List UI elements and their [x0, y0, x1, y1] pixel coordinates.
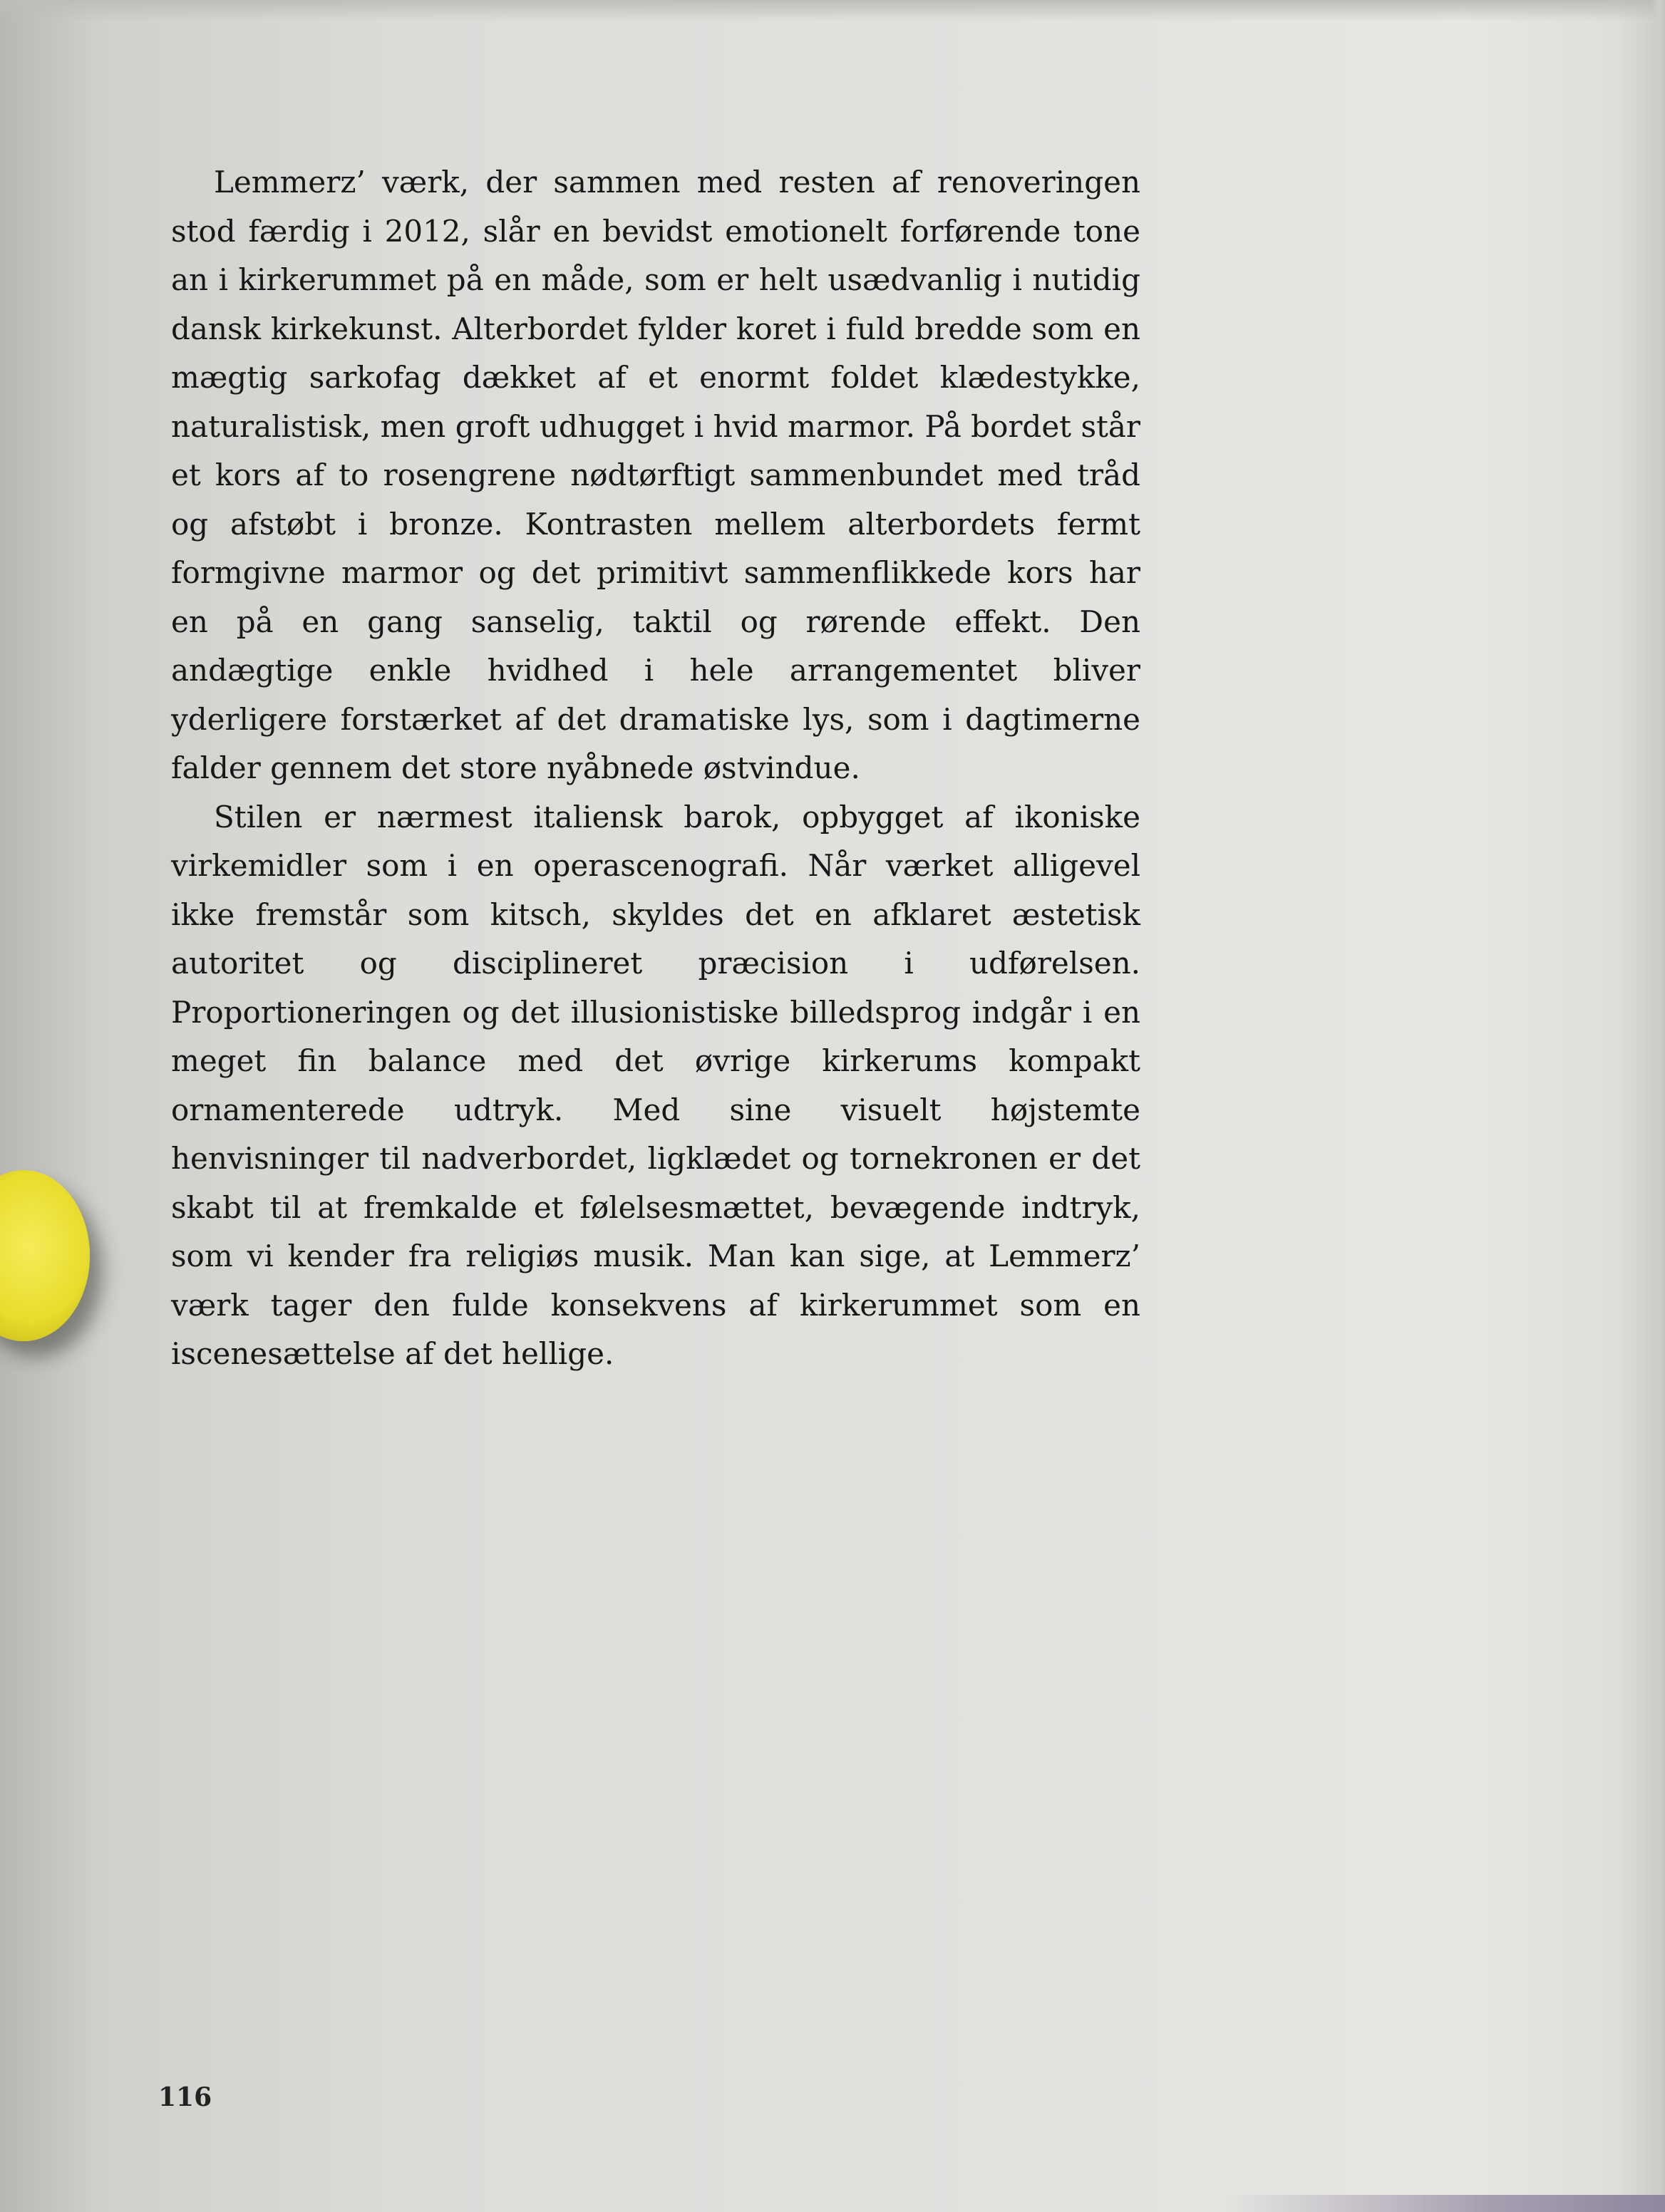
- paragraph-2: Stilen er nærmest italiensk barok, opbygget af ikoniske virkemidler som i en operascenografi. Når værket alligevel ikke fremstår som kitsch, skyldes det en afklaret æstetisk autoritet og disciplineret præcision i udførelsen. Proportioneringen og det illusionistiske billedsprog indgår i en meget fin balance med det øvrige kirkerums kompakt ornamenterede udtryk. Med sine visuelt højstemte henvisninger til nadverbordet, ligklædet og tornekronen er det skabt til at fremkalde et følelsesmættet, bevægende indtryk, som vi kender fra religiøs musik. Man kan sige, at Lemmerz’ værk tager den fulde konsekvens af kirkerummet som en iscenesættelse af det hellige.: [171, 799, 1140, 1371]
- paragraph-1: Lemmerz’ værk, der sammen med resten af renoveringen stod færdig i 2012, slår en bevidst emotionelt forførende tone an i kirkerummet på en måde, som er helt usædvanlig i nutidig dansk kirkekunst. Alterbordet fylder koret i fuld bredde som en mægtig sarkofag dækket af et enormt foldet klædestykke, naturalistisk, men groft udhugget i hvid marmor. På bordet står et kors af to rosengrene nødtørftigt sammenbundet med tråd og afstøbt i bronze. Kontrasten mellem alterbordets fermt formgivne marmor og det primitivt sammenflikkede kors har en på en gang sanselig, taktil og rørende effekt. Den andægtige enkle hvidhed i hele arrangementet bliver yderligere forstærket af det dramatiske lys, som i dagtimerne falder gennem det store nyåbnede østvindue.: [171, 165, 1140, 785]
- body-text: [171, 158, 1140, 1379]
- page-top-shadow: [0, 0, 1665, 21]
- page-number: 116: [158, 2082, 212, 2112]
- page-bottom-strip: [1226, 2195, 1665, 2212]
- page-right-edge: [1651, 0, 1665, 2212]
- yellow-tab-marker: [0, 1170, 90, 1341]
